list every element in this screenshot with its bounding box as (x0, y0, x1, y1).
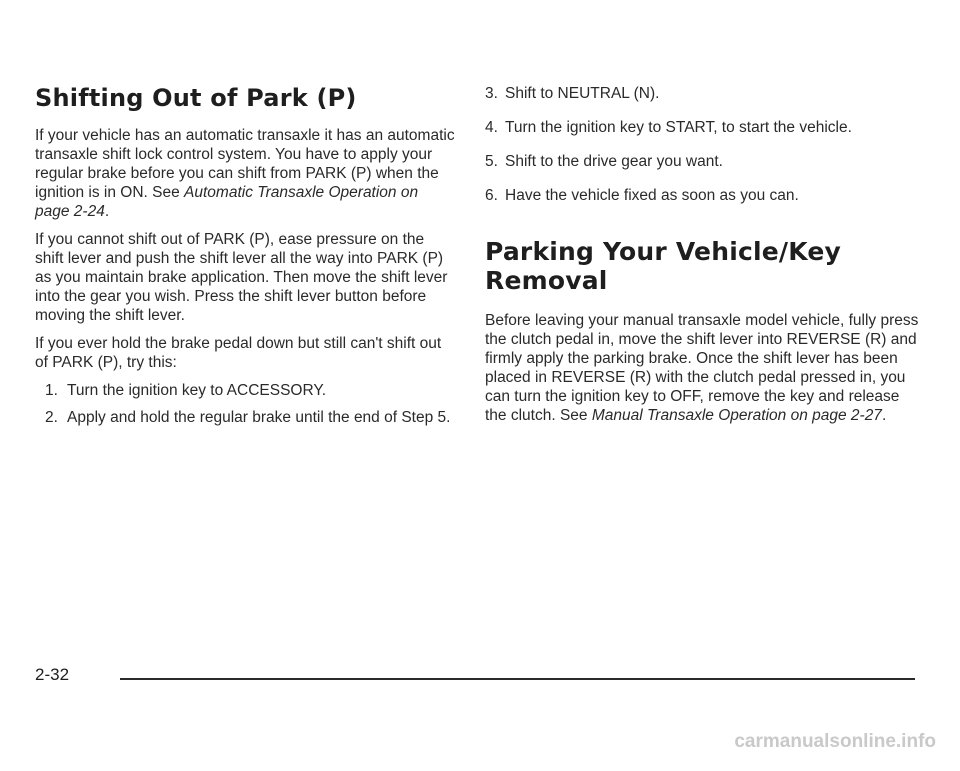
list-item (485, 186, 925, 205)
list-item (485, 118, 925, 137)
step-text: Have the vehicle fixed as soon as you can. (505, 187, 799, 204)
step-number: 5. (485, 153, 498, 170)
step-text: Shift to NEUTRAL (N). (505, 85, 660, 102)
punctuation: . (104, 203, 110, 220)
cross-reference: Automatic Transaxle Operation on page 2-24 (35, 184, 419, 220)
step-number: 4. (485, 119, 498, 136)
list-item (485, 84, 925, 103)
cross-reference: Manual Transaxle Operation on page 2-27 (591, 407, 882, 424)
step-number: 2. (45, 409, 58, 426)
list-item (485, 152, 925, 171)
page-number: 2-32 (35, 665, 70, 684)
list-item (35, 408, 455, 427)
punctuation: . (881, 407, 887, 424)
left-column (35, 84, 455, 435)
step-text: Turn the ignition key to ACCESSORY. (67, 382, 327, 399)
footer-divider (120, 678, 915, 680)
step-text: Turn the ignition key to START, to start the vehicle. (505, 119, 852, 136)
right-column (485, 84, 925, 434)
section-heading-shifting-out-of-park: Shifting Out of Park (P) (35, 84, 357, 112)
paragraph-text: Before leaving your manual transaxle model vehicle, fully press the clutch pedal in, move the shift lever into REVERSE (R) and firmly apply the parking brake. Once the shift lever has been placed in REVERSE (R) with the clutch pedal pressed in, you can turn the ignition key to OFF, remove the key and release the clutch. See (485, 312, 919, 424)
steps-list-left (35, 381, 455, 427)
paragraph-parking (485, 311, 925, 425)
step-number: 3. (485, 85, 498, 102)
steps-list-right (485, 84, 925, 205)
paragraph-cannot-shift: If you cannot shift out of PARK (P), ease pressure on the shift lever and push the shift lever all the way into PARK (P) as you maintain brake application. Then move the shift lever into the gear you wish. Press the shift lever button before moving the shift lever. (35, 231, 448, 324)
section-heading-parking-key-removal: Parking Your Vehicle/Key Removal (485, 237, 842, 295)
step-number: 1. (45, 382, 58, 399)
step-number: 6. (485, 187, 498, 204)
list-item (35, 381, 455, 400)
paragraph-shift-lock (35, 126, 455, 221)
step-text: Shift to the drive gear you want. (505, 153, 723, 170)
paragraph-text: If your vehicle has an automatic transaxle it has an automatic transaxle shift lock control system. You have to apply your regular brake before you can shift from PARK (P) when the ignition is in ON. See (35, 127, 455, 201)
paragraph-try-this: If you ever hold the brake pedal down but still can't shift out of PARK (P), try this: (35, 335, 442, 371)
watermark: carmanualsonline.info (734, 731, 936, 752)
step-text: Apply and hold the regular brake until the end of Step 5. (67, 409, 451, 426)
